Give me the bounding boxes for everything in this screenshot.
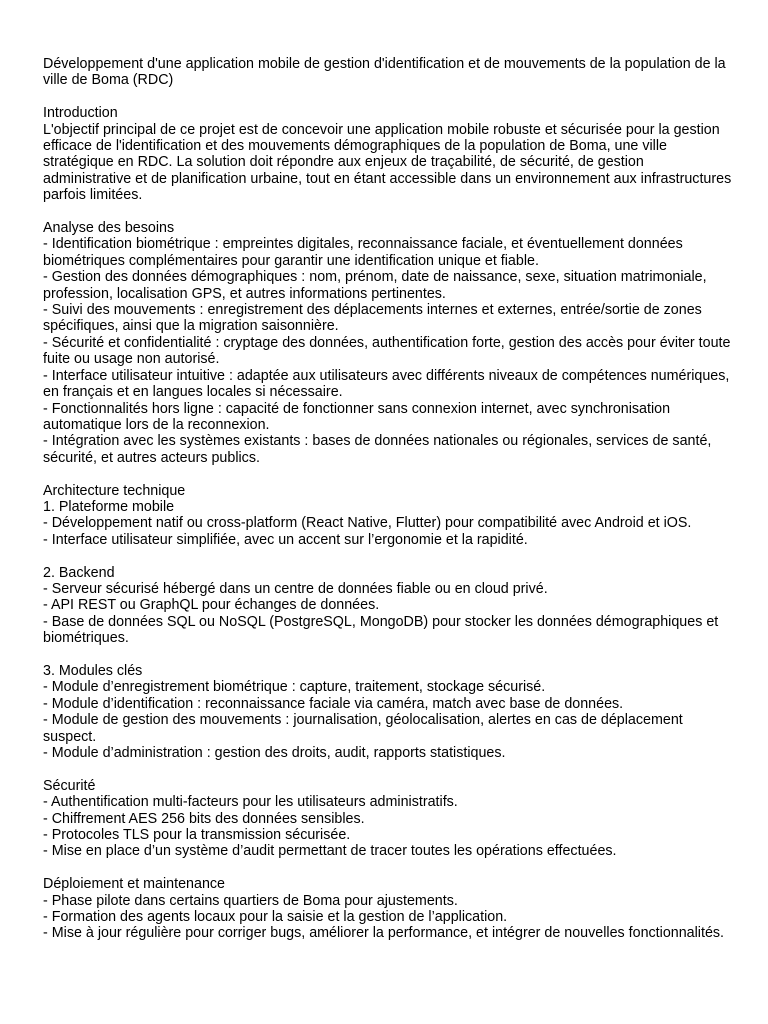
document-page xyxy=(43,56,733,958)
needs-item: - Gestion des données démographiques : nom, prénom, date de naissance, sexe, situation matrimoniale, profession, localisation GPS, et autres informations pertinentes. xyxy=(43,269,707,302)
modules-item: - Module d’identification : reconnaissance faciale via caméra, match avec base de données. xyxy=(43,695,624,712)
architecture-platform-section xyxy=(43,483,733,549)
backend-section xyxy=(43,565,733,647)
document-title-block xyxy=(43,56,733,89)
modules-item: - Module de gestion des mouvements : journalisation, géolocalisation, alertes en cas de déplacement suspect. xyxy=(43,712,683,745)
document-title: Développement d'une application mobile de gestion d'identification et de mouvements de la population de la ville de Boma (RDC) xyxy=(43,56,726,89)
backend-heading: 2. Backend xyxy=(43,564,115,581)
security-item: - Authentification multi-facteurs pour les utilisateurs administratifs. xyxy=(43,794,458,811)
modules-item: - Module d’administration : gestion des droits, audit, rapports statistiques. xyxy=(43,744,506,761)
security-item: - Chiffrement AES 256 bits des données sensibles. xyxy=(43,810,365,827)
deployment-heading: Déploiement et maintenance xyxy=(43,876,225,893)
backend-item: - Serveur sécurisé hébergé dans un centre de données fiable ou en cloud privé. xyxy=(43,580,548,597)
deployment-section xyxy=(43,876,733,942)
backend-item: - API REST ou GraphQL pour échanges de données. xyxy=(43,597,380,614)
platform-item: - Développement natif ou cross-platform (React Native, Flutter) pour compatibilité avec Android et iOS. xyxy=(43,515,692,532)
needs-item: - Fonctionnalités hors ligne : capacité de fonctionner sans connexion internet, avec synchronisation automatique lors de la reconnexion. xyxy=(43,400,671,433)
security-item: - Protocoles TLS pour la transmission sécurisée. xyxy=(43,827,351,843)
deployment-item: - Formation des agents locaux pour la saisie et la gestion de l’application. xyxy=(43,909,508,926)
modules-heading: 3. Modules clés xyxy=(43,662,143,679)
deployment-item: - Mise à jour régulière pour corriger bugs, améliorer la performance, et intégrer de nouvelles fonctionnalités. xyxy=(43,925,725,942)
needs-item: - Interface utilisateur intuitive : adaptée aux utilisateurs avec différents niveaux de compétences numériques, en français et en langues locales si nécessaire. xyxy=(43,367,730,401)
needs-section xyxy=(43,220,733,466)
needs-item: - Sécurité et confidentialité : cryptage des données, authentification forte, gestion des accès pour éviter toute fuite ou usage non autorisé. xyxy=(43,334,731,368)
needs-item: - Suivi des mouvements : enregistrement des déplacements internes et externes, entrée/sortie de zones spécifiques, ainsi que la migration saisonnière. xyxy=(43,302,702,335)
needs-heading: Analyse des besoins xyxy=(43,220,175,237)
platform-heading: 1. Plateforme mobile xyxy=(43,498,175,515)
platform-item: - Interface utilisateur simplifiée, avec un accent sur l’ergonomie et la rapidité. xyxy=(43,531,528,548)
security-heading: Sécurité xyxy=(43,777,96,794)
intro-section xyxy=(43,105,733,203)
security-section xyxy=(43,778,733,860)
modules-section xyxy=(43,663,733,761)
backend-item: - Base de données SQL ou NoSQL (PostgreSQL, MongoDB) pour stocker les données démographiques et biométriques. xyxy=(43,613,719,647)
intro-heading: Introduction xyxy=(43,105,118,122)
deployment-item: - Phase pilote dans certains quartiers de Boma pour ajustements. xyxy=(43,892,458,909)
security-item: - Mise en place d’un système d’audit permettant de tracer toutes les opérations effectuées. xyxy=(43,843,617,860)
architecture-heading: Architecture technique xyxy=(43,482,186,499)
needs-item: - Identification biométrique : empreintes digitales, reconnaissance faciale, et éventuellement données biométriques complémentaires pour garantir une identification unique et fiable. xyxy=(43,236,683,269)
needs-item: - Intégration avec les systèmes existants : bases de données nationales ou régionales, services de santé, sécurité, et autres acteurs publics. xyxy=(43,433,712,466)
modules-item: - Module d’enregistrement biométrique : capture, traitement, stockage sécurisé. xyxy=(43,679,546,696)
intro-paragraph: L'objectif principal de ce projet est de concevoir une application mobile robuste et sécurisée pour la gestion efficace de l'identification et des mouvements démographiques de la population de Boma, une ville stratégique en RDC. La solution doit répondre aux enjeux de traçabilité, de sécurité, de gestion administrative et de planification urbaine, tout en étant accessible dans un environnement aux infrastructures parfois limitées. xyxy=(43,121,732,204)
